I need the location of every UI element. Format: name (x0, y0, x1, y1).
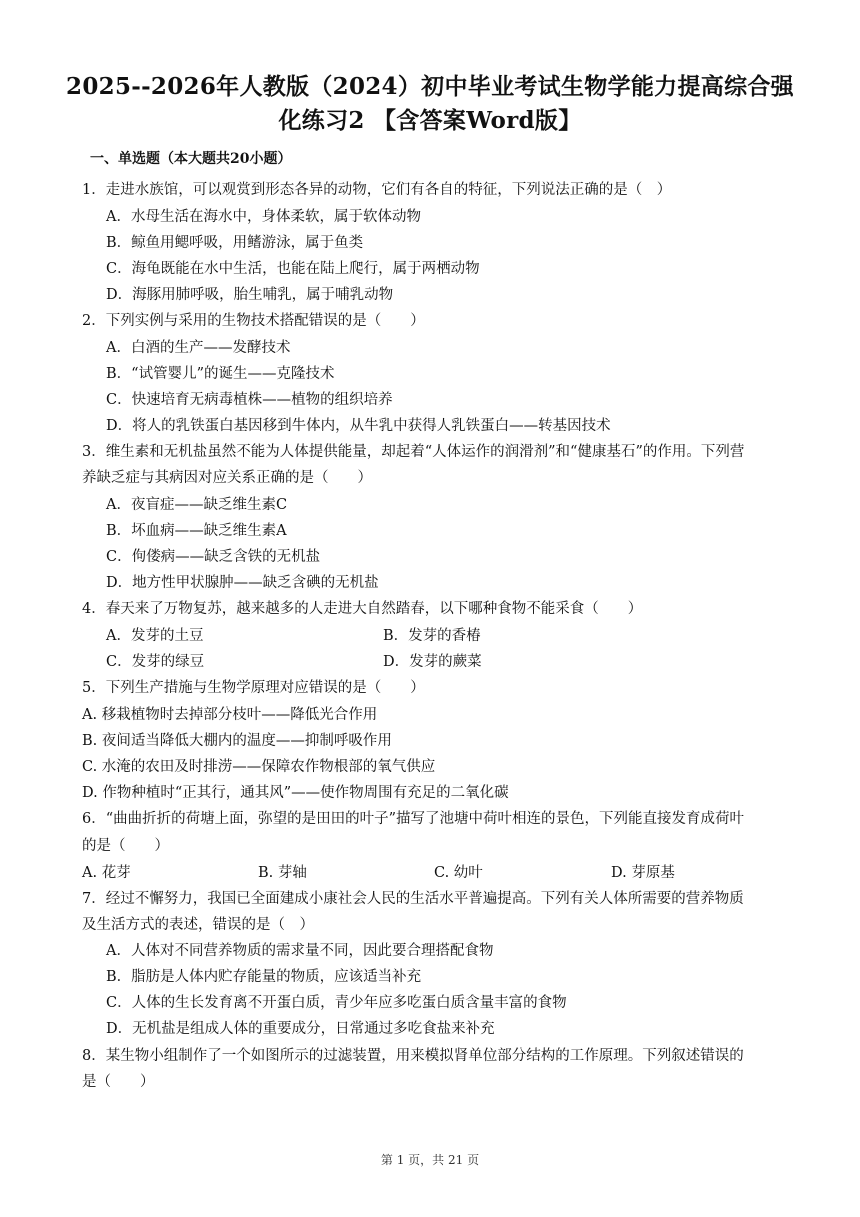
question-7-stem-line-1: 7．经过不懈努力，我国已全面建成小康社会人民的生活水平普遍提高。下列有关人体所需要的营养物质 (82, 891, 744, 907)
question-1-option-a: A．水母生活在海水中，身体柔软，属于软体动物 (106, 209, 421, 225)
question-3-option-d: D．地方性甲状腺肿——缺乏含碘的无机盐 (106, 575, 379, 591)
question-4-option-c: C．发芽的绿豆 (106, 654, 205, 670)
question-4-option-d: D．发芽的蕨菜 (383, 654, 482, 670)
question-6-stem-line-1: 6．“曲曲折折的荷塘上面，弥望的是田田的叶子”描写了池塘中荷叶相连的景色，下列能直接发育成荷叶 (82, 811, 745, 827)
question-8-stem-line-2: 是（ ） (82, 1074, 155, 1090)
question-3-stem-line-2: 养缺乏症与其病因对应关系正确的是（ ） (82, 470, 372, 486)
document-title (60, 70, 800, 138)
question-2-option-c: C．快速培育无病毒植株——植物的组织培养 (106, 392, 393, 408)
question-2-option-b: B．“试管婴儿”的诞生——克隆技术 (106, 366, 335, 382)
question-5-option-d: D. 作物种植时“正其行，通其风”——使作物周围有充足的二氧化碳 (82, 785, 509, 801)
question-5-option-a: A. 移栽植物时去掉部分枝叶——降低光合作用 (82, 707, 378, 723)
question-5-option-b: B. 夜间适当降低大棚内的温度——抑制呼吸作用 (82, 733, 392, 749)
title-line-1: 2025--2026年人教版（2024）初中毕业考试生物学能力提高综合强 (66, 73, 794, 100)
question-5-stem: 5．下列生产措施与生物学原理对应错误的是（ ） (82, 680, 425, 696)
question-1-option-c: C．海龟既能在水中生活，也能在陆上爬行，属于两栖动物 (106, 261, 480, 277)
question-7-option-a: A．人体对不同营养物质的需求量不同，因此要合理搭配食物 (106, 943, 494, 959)
question-4-option-b: B．发芽的香椿 (383, 628, 481, 644)
question-6-option-c: C. 幼叶 (434, 865, 483, 881)
question-1-option-b: B．鲸鱼用鳃呼吸，用鳍游泳，属于鱼类 (106, 235, 364, 251)
question-3-option-a: A．夜盲症——缺乏维生素C (106, 497, 288, 513)
question-4-stem: 4．春天来了万物复苏，越来越多的人走进大自然踏春，以下哪种食物不能采食（ ） (82, 601, 643, 617)
question-2-option-a: A．白酒的生产——发酵技术 (106, 340, 291, 356)
question-2-option-d: D．将人的乳铁蛋白基因移到牛体内，从牛乳中获得人乳铁蛋白——转基因技术 (106, 418, 611, 434)
page-footer: 第 1 页，共 21 页 (380, 1153, 480, 1167)
section-heading: 一、单选题（本大题共20小题） (90, 151, 292, 167)
question-1-option-d: D．海豚用肺呼吸，胎生哺乳，属于哺乳动物 (106, 287, 394, 303)
question-3-option-c: C．佝偻病——缺乏含铁的无机盐 (106, 549, 321, 565)
question-7-option-c: C．人体的生长发育离不开蛋白质，青少年应多吃蛋白质含量丰富的食物 (106, 995, 567, 1011)
question-6-option-b: B. 芽轴 (258, 865, 307, 881)
question-6-option-a: A. 花芽 (82, 865, 131, 881)
question-1-stem: 1．走进水族馆，可以观赏到形态各异的动物，它们有各自的特征，下列说法正确的是（ ） (82, 182, 672, 198)
question-7-option-b: B．脂肪是人体内贮存能量的物质，应该适当补充 (106, 969, 422, 985)
question-6-stem-line-2: 的是（ ） (82, 838, 169, 854)
question-7-option-d: D．无机盐是组成人体的重要成分，日常通过多吃食盐来补充 (106, 1021, 495, 1037)
title-line-2: 化练习2 【含答案Word版】 (278, 107, 582, 134)
question-6-option-d: D. 芽原基 (611, 865, 675, 881)
question-2-stem: 2．下列实例与采用的生物技术搭配错误的是（ ） (82, 313, 425, 329)
question-5-option-c: C. 水淹的农田及时排涝——保障农作物根部的氧气供应 (82, 759, 436, 775)
question-3-stem-line-1: 3．维生素和无机盐虽然不能为人体提供能量，却起着“人体运作的润滑剂”和“健康基石”的作用。下列营 (82, 444, 745, 460)
question-4-option-a: A．发芽的土豆 (106, 628, 204, 644)
question-8-stem-line-1: 8．某生物小组制作了一个如图所示的过滤装置，用来模拟肾单位部分结构的工作原理。下列叙述错误的 (82, 1048, 744, 1064)
question-3-option-b: B．坏血病——缺乏维生素A (106, 523, 287, 539)
question-7-stem-line-2: 及生活方式的表述，错误的是（ ） (82, 917, 314, 933)
